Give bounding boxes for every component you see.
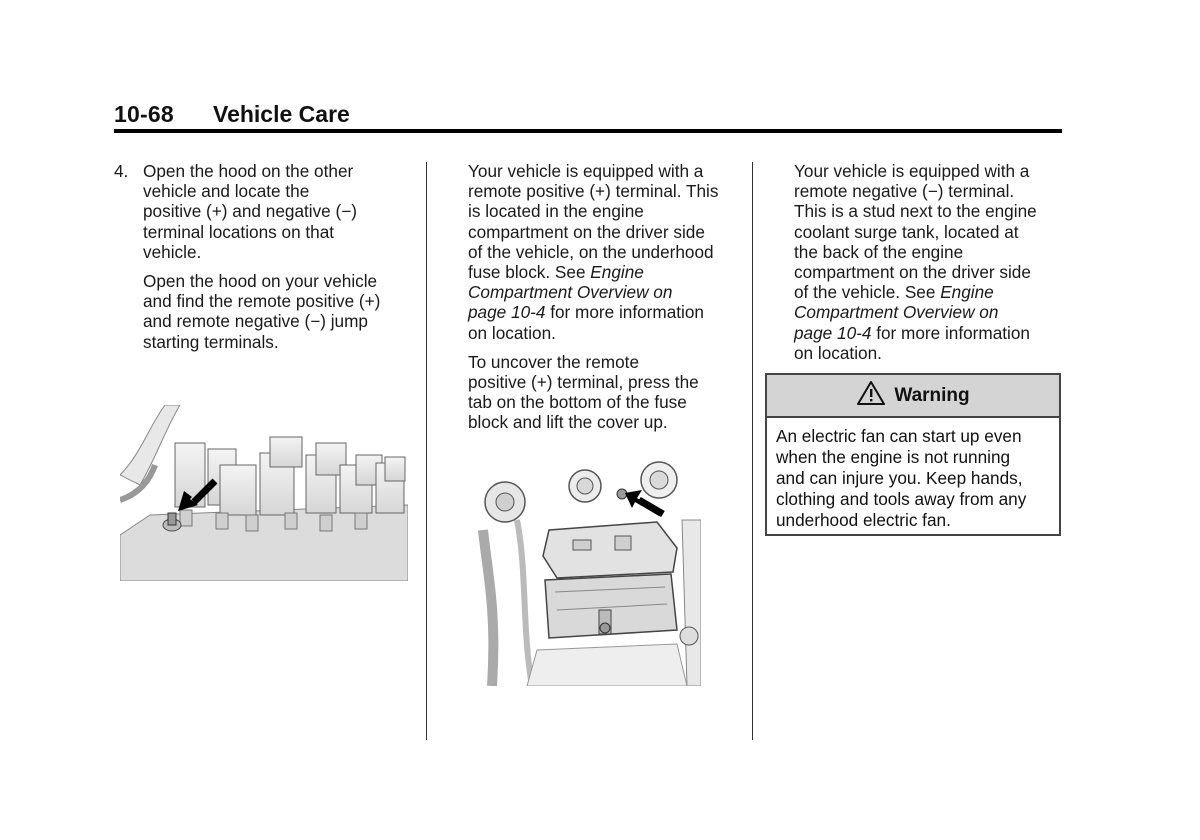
step-number: 4. <box>114 161 129 181</box>
section-title: Vehicle Care <box>213 101 350 127</box>
page-number: 10-68 <box>114 101 174 127</box>
uncover-terminal-paragraph: To uncover the remote positive (+) terminal, press the tab on the bottom of the fuse block and lift the cover up. <box>468 351 699 433</box>
page-header <box>114 101 1062 133</box>
cross-reference: Engine <box>940 282 994 303</box>
step-4 <box>114 161 414 352</box>
warning-box <box>765 373 1061 536</box>
column-divider-2 <box>752 162 753 740</box>
warning-text: An electric fan can start up even when the engine is not running and can injure you. Keep hands, clothing and tools away from any underhood electric fan. <box>776 426 1027 530</box>
step-4-followup: Open the hood on your vehicle and find the remote positive (+) and remote negative (−) jump starting terminals. <box>143 271 381 352</box>
column-divider-1 <box>426 162 427 740</box>
warning-header <box>767 375 1059 418</box>
column-2 <box>468 161 743 442</box>
fuse-block-illustration <box>120 405 408 581</box>
warning-title: Warning <box>894 384 970 406</box>
engine-compartment-illustration <box>477 460 701 686</box>
positive-terminal-paragraph: Your vehicle is equipped with a remote positive (+) terminal. This is located in the engine compartment on the driver side of the vehicle, on the underhood fuse block. See Engine Compartment Overview on page 10-4 for more information on location. <box>468 161 719 343</box>
negative-terminal-paragraph: Your vehicle is equipped with a remote negative (−) terminal. This is a stud next to the engine coolant surge tank, located at the back of the engine compartment on the driver side of the vehicle. See Engine Compartment Overview on page 10-4 for more information on location. <box>794 161 1037 363</box>
warning-triangle-icon <box>856 380 886 412</box>
cross-reference: Engine <box>590 262 644 283</box>
column-1 <box>114 161 414 361</box>
column-3 <box>794 161 1069 372</box>
step-4-text: Open the hood on the other vehicle and locate the positive (+) and negative (−) terminal locations on that vehicle. <box>143 161 358 262</box>
